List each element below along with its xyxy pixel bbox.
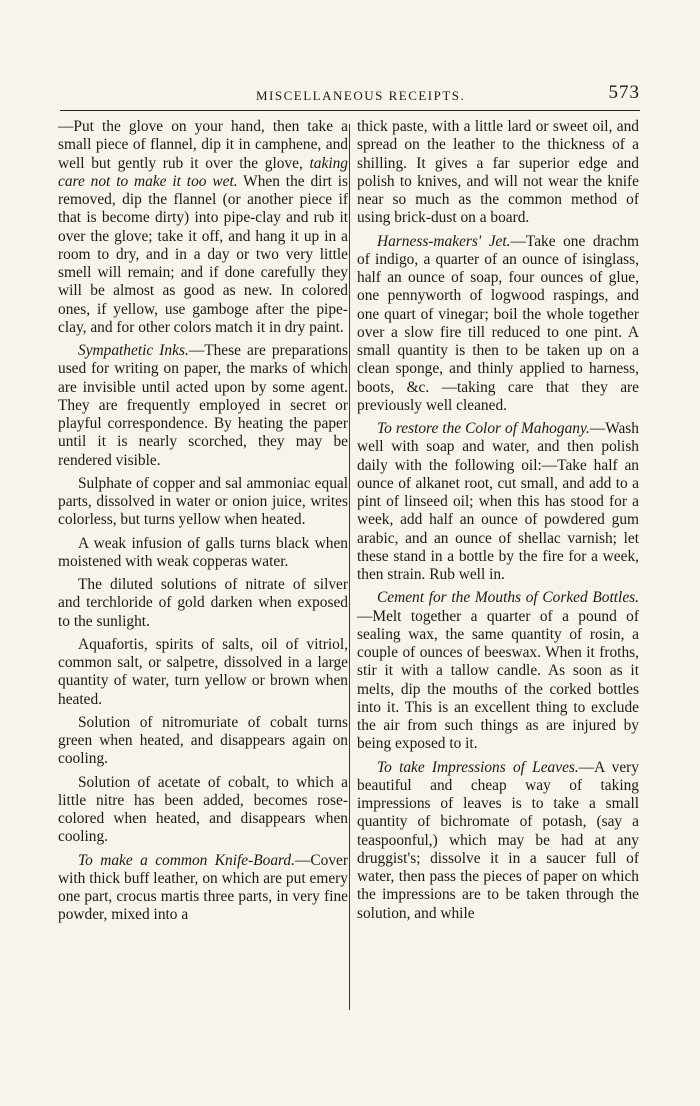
paragraph-text: —Melt together a quarter of a pound of sealing wax, the same quantity of rosin, a couple of ounces of beeswax. When it froths, stir it with a tallow candle. As soon as it melts, dip the mouths of the corked bottles into it. This is an excellent thing to exclude the air from such things as are injured by being exposed to it. <box>357 607 639 753</box>
paragraph-title: To restore the Color of Mahogany. <box>377 420 590 437</box>
header-rule <box>60 110 640 111</box>
paragraph-nitrate-silver <box>58 576 348 631</box>
running-head <box>60 82 640 112</box>
paragraph-text: A weak infusion of galls turns black when moistened with weak copperas water. <box>58 534 348 570</box>
paragraph-text: Solution of acetate of cobalt, to which a little nitre has been added, becomes rose-colored when heated, and disappears when cooling. <box>58 773 348 846</box>
paragraph-title: To make a common Knife-Board. <box>78 851 295 869</box>
column-divider <box>349 124 350 1010</box>
paragraph-nitromuriate-cobalt <box>58 714 348 769</box>
paragraph-text: Aquafortis, spirits of salts, oil of vitriol, common salt, or salpetre, dissolved in a large quantity of water, turn yellow or brown when heated. <box>58 635 348 708</box>
right-column <box>357 118 639 1018</box>
paragraph-text: —A very beautiful and cheap way of taking impressions of leaves is to take a small quantity of bichromate of potash, (say a teaspoonful,) which may be had at any druggist's; dissolve it in a saucer full of water, then pass the pieces of paper on which the impressions are to be taken through the solution, and while <box>357 758 639 922</box>
paragraph-knife-board-continued <box>357 118 639 228</box>
paragraph-title: To take Impressions of Leaves. <box>377 758 579 776</box>
paragraph-title: Sympathetic Inks. <box>78 342 189 359</box>
paragraph-title: Harness-makers' Jet. <box>377 232 511 250</box>
paragraph-title: Cement for the Mouths of Corked Bottles. <box>377 589 639 607</box>
paragraph-galls <box>58 535 348 572</box>
paragraph-text: Sulphate of copper and sal ammoniac equal parts, dissolved in water or onion juice, writes colorless, but turns yellow when heated. <box>58 474 348 529</box>
paragraph-text: Solution of nitromuriate of cobalt turns green when heated, and disappears again on cooling. <box>58 713 348 768</box>
paragraph-text: The diluted solutions of nitrate of silver and terchloride of gold darken when exposed to the sunlight. <box>58 576 348 630</box>
paragraph-text: —These are preparations used for writing on paper, the marks of which are invisible until acted upon by some agent. They are frequently employed in secret or playful correspondence. By heating the paper until it is nearly scorched, they may be rendered visible. <box>58 342 348 469</box>
running-title: MISCELLANEOUS RECEIPTS. <box>256 88 466 103</box>
paragraph-glove-cleaning <box>58 118 348 337</box>
paragraph-emphasis: taking care not to make it too wet. <box>58 154 348 190</box>
left-column <box>58 118 348 1018</box>
paragraph-cement-bottles <box>357 589 639 753</box>
paragraph-tail: When the dirt is removed, dip the flannel (or another piece if that is become dirty) into pipe-clay and rub it over the glove; take it off, and hang it up in a room to dry, and in a day or two very little smell will remain; and if done carefully they will be almost as good as new. In colored ones, if yellow, use gamboge after the pipe-clay, and for other colors match it in dry paint. <box>58 172 348 336</box>
paragraph-sympathetic-inks <box>58 342 348 470</box>
paragraph-leaf-impressions <box>357 759 639 923</box>
paragraph-harness-jet <box>357 233 639 416</box>
paragraph-acetate-cobalt <box>58 774 348 847</box>
paragraph-aquafortis <box>58 636 348 709</box>
paragraph-text: —Take one drachm of indigo, a quarter of an ounce of isinglass, half an ounce of soap, four ounces of glue, one pennyworth of logwood raspings, and one quart of vinegar; boil the whole together over a slow fire till reduced to one pint. A small quantity is then to be taken up on a clean sponge, and thinly applied to harness, boots, &c. —taking care that they are previously well cleaned. <box>357 232 640 414</box>
paragraph-knife-board <box>58 852 348 925</box>
paragraph-text: —Put the glove on your hand, then take a small piece of flannel, dip it in camphene, and well but gently rub it over the glove, <box>58 118 348 172</box>
paragraph-text: thick paste, with a little lard or sweet oil, and spread on the leather to the thickness of a shilling. It gives a far superior edge and polish to knives, and will not wear the knife near so much as the common method of using brick-dust on a board. <box>357 118 639 227</box>
paragraph-sulphate-copper <box>58 475 348 530</box>
paragraph-mahogany <box>357 420 639 584</box>
paragraph-text: —Wash well with soap and water, and then polish daily with the following oil:—Take half an ounce of alkanet root, cut small, and add to a pint of linseed oil; when this has stood for a week, add half an ounce of powdered gum arabic, and an ounce of shellac varnish; let these stand in a bottle by the fire for a week, then strain. Rub well in. <box>357 420 639 583</box>
page-number: 573 <box>608 82 640 103</box>
paragraph-text: —Cover with thick buff leather, on which are put emery one part, crocus martis three parts, in very fine powder, mixed into a <box>58 851 348 924</box>
